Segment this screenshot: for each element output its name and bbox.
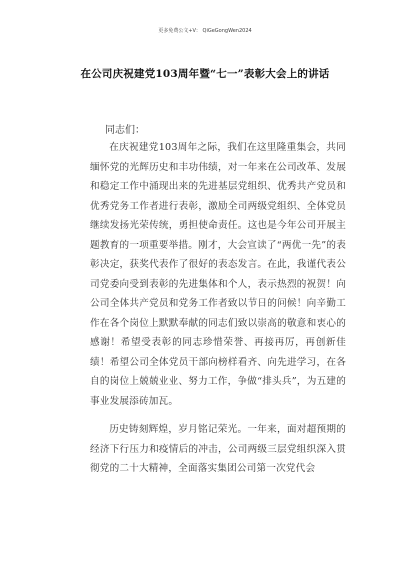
page-title: 在公司庆祝建党103周年暨“七一”表彰大会上的讲话 xyxy=(80,68,330,80)
speech-body xyxy=(90,138,346,479)
salutation: 同志们： xyxy=(105,125,145,136)
paragraph: 在庆祝建党103周年之际，我们在这里隆重集会，共同缅怀党的光辉历史和丰功伟绩，对一年来在公司改革、发展和稳定工作中涌现出来的先进基层党组织、优秀共产党员和优秀党务工作者进行表彰，激励全司两级党组织、全体党员继续发扬光荣传统，勇担使命责任。这也是今年公司开展主题教育的一项重要举措。刚才，大会宣读了“两优一先”的表彰决定，获奖代表作了很好的表态发言。在此，我谨代表公司党委向受到表彰的先进集体和个人，表示热烈的祝贺！向公司全体共产党员和党务工作者致以节日的问候！向辛勤工作在各个岗位上默默奉献的同志们致以崇高的敬意和衷心的感谢！希望受表彰的同志珍惜荣誉、再接再厉，再创新佳绩！希望公司全体党员干部向榜样看齐、向先进学习，在各自的岗位上兢兢业业、努力工作，争做“排头兵”，为五建的事业发展添砖加瓦。 xyxy=(90,142,346,407)
paragraph: 历史铸刻辉煌，岁月铭记荣光。一年来，面对超预期的经济下行压力和疫情后的冲击，公司两级三层党组织深入贯彻党的二十大精神，全面落实集团公司第一次党代会 xyxy=(90,424,346,474)
header-note: 更多免费公文+V： QiGeGongWen2024 xyxy=(158,28,252,34)
